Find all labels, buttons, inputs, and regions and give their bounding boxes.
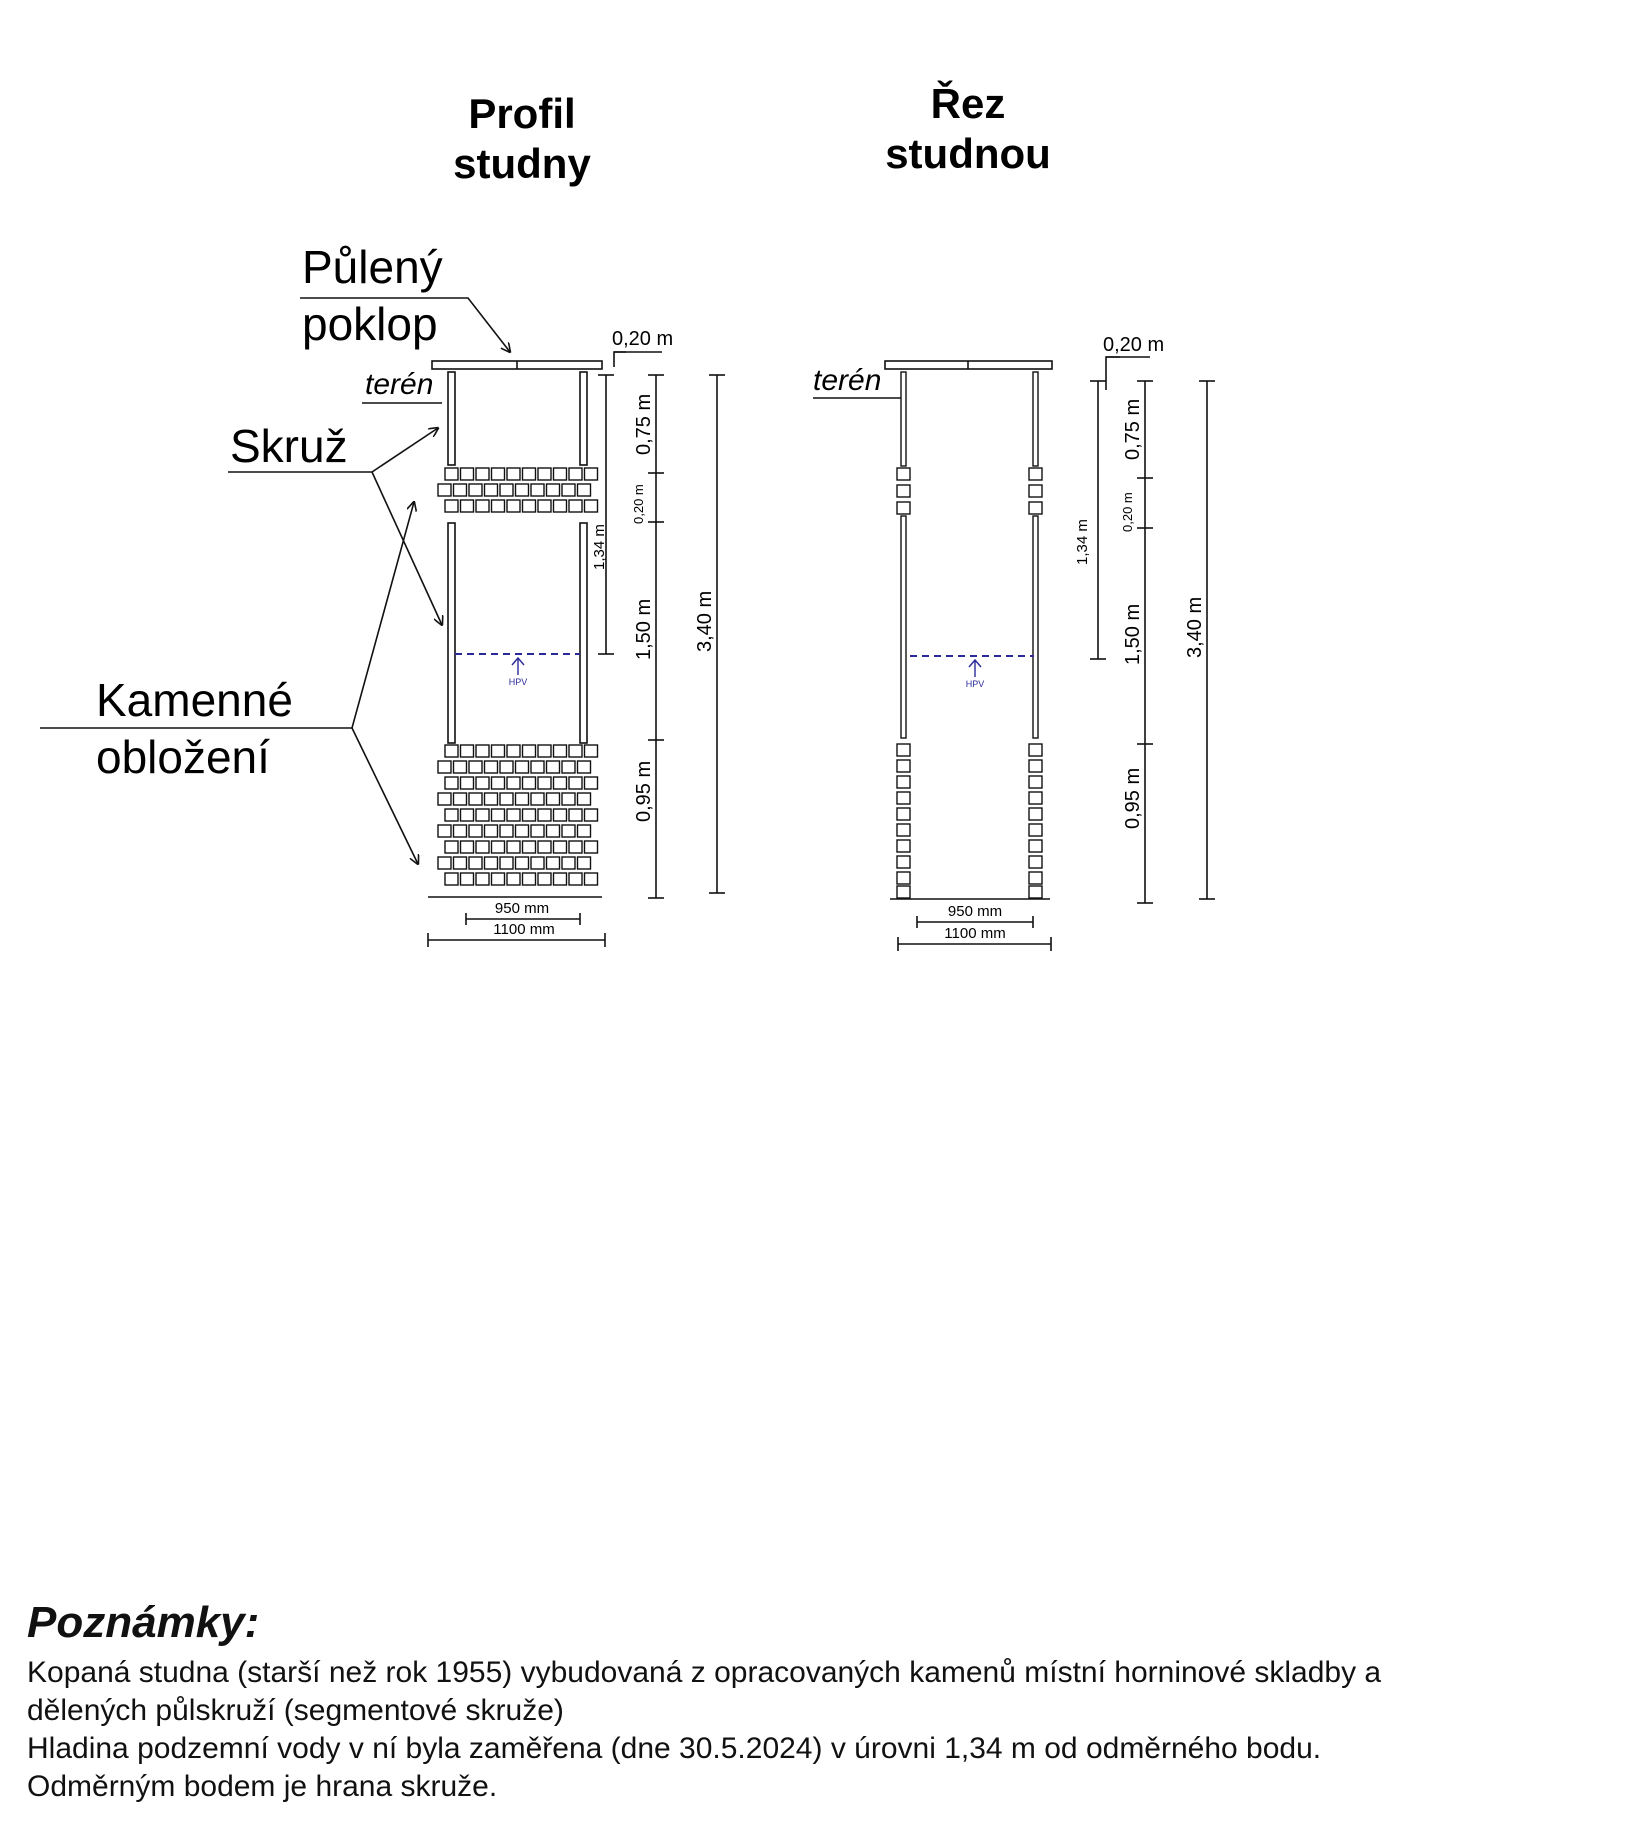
notes-block — [27, 1598, 1627, 1806]
stone-block — [585, 745, 598, 757]
stone-block — [538, 500, 551, 512]
section-dim-1100: 1100 mm — [944, 925, 1006, 942]
profile-dim-150: 1,50 m — [633, 598, 655, 660]
stone-block — [578, 793, 591, 805]
stone-block — [523, 468, 536, 480]
profile-top-dim-tick — [614, 352, 626, 367]
stone-block — [531, 484, 544, 496]
stone-block — [476, 468, 489, 480]
section-wall-upper-left — [901, 372, 906, 466]
stone-block — [538, 809, 551, 821]
stone-block — [523, 841, 536, 853]
stone-block — [554, 500, 567, 512]
section-dim-340: 3,40 m — [1184, 596, 1206, 658]
stone-block — [1029, 502, 1042, 514]
stone-block — [469, 825, 482, 837]
stone-block — [1029, 760, 1042, 772]
stone-block — [585, 468, 598, 480]
stone-block — [585, 841, 598, 853]
stone-block — [569, 841, 582, 853]
stone-block — [547, 857, 560, 869]
stone-block — [445, 841, 458, 853]
stone-block — [531, 857, 544, 869]
stone-block — [469, 484, 482, 496]
profile-stone-lining-lower — [438, 745, 598, 885]
section-hpv-label: HPV — [965, 679, 985, 689]
stone-block — [562, 857, 575, 869]
stone-block — [492, 873, 505, 885]
stone-block — [554, 745, 567, 757]
profile-ring-upper-right — [580, 372, 587, 465]
stone-block — [500, 857, 513, 869]
stone-block — [1029, 744, 1042, 756]
stone-block — [523, 809, 536, 821]
notes-line-2: dělených půlskruží (segmentové skruže) — [27, 1694, 564, 1727]
stone-block — [485, 484, 498, 496]
stone-block — [492, 745, 505, 757]
stone-block — [454, 484, 467, 496]
stone-block — [578, 484, 591, 496]
stone-block — [531, 761, 544, 773]
stone-block — [897, 744, 910, 756]
notes-line-1: Kopaná studna (starší než rok 1955) vybudovaná z opracovaných kamenů místní horninové skladby a — [27, 1656, 1382, 1689]
profile-ring-upper-left — [448, 372, 455, 465]
stone-block — [897, 872, 910, 884]
stone-block — [507, 841, 520, 853]
stone-block — [578, 825, 591, 837]
section-wall-upper-right — [1033, 372, 1038, 466]
profile-dim-075: 0,75 m — [633, 393, 655, 455]
stone-block — [569, 468, 582, 480]
stone-block — [445, 809, 458, 821]
stone-block — [500, 825, 513, 837]
stone-block — [438, 484, 451, 496]
stone-block — [507, 745, 520, 757]
stone-arrow-lower — [352, 728, 418, 864]
stone-block — [897, 760, 910, 772]
section-wall-lower-left — [901, 516, 906, 738]
cover-label-line2: poklop — [302, 298, 438, 350]
stone-block — [485, 825, 498, 837]
stone-block — [461, 841, 474, 853]
stone-block — [523, 745, 536, 757]
profile-dim-1100: 1100 mm — [493, 921, 555, 938]
stone-block — [897, 792, 910, 804]
stone-block — [523, 777, 536, 789]
stone-block — [507, 468, 520, 480]
stone-block — [897, 468, 910, 480]
stone-block — [585, 777, 598, 789]
stone-block — [569, 873, 582, 885]
stone-block — [897, 840, 910, 852]
stone-block — [445, 873, 458, 885]
stone-block — [547, 761, 560, 773]
stone-block — [476, 500, 489, 512]
cover-label-line1: Půlený — [302, 241, 443, 293]
profile-hpv-label: HPV — [508, 677, 528, 687]
stone-block — [1029, 792, 1042, 804]
stone-block — [897, 485, 910, 497]
stone-block — [1029, 776, 1042, 788]
stone-block — [461, 809, 474, 821]
stone-block — [523, 500, 536, 512]
stone-block — [469, 761, 482, 773]
profile-dim-340: 3,40 m — [694, 590, 716, 652]
stone-block — [578, 761, 591, 773]
ring-arrow-lower — [372, 472, 442, 625]
stone-block — [507, 873, 520, 885]
stone-block — [562, 793, 575, 805]
section-hpv-arrow — [969, 660, 981, 677]
stone-block — [897, 886, 910, 898]
stone-block — [538, 745, 551, 757]
stone-block — [523, 873, 536, 885]
stone-block — [461, 745, 474, 757]
stone-label-line2: obložení — [96, 731, 270, 783]
stone-block — [454, 857, 467, 869]
stone-block — [554, 468, 567, 480]
stone-block — [547, 484, 560, 496]
stone-block — [461, 873, 474, 885]
stone-block — [507, 809, 520, 821]
stone-label-line1: Kamenné — [96, 674, 293, 726]
stone-block — [500, 793, 513, 805]
stone-block — [476, 841, 489, 853]
stone-block — [578, 857, 591, 869]
stone-block — [507, 777, 520, 789]
stone-block — [500, 484, 513, 496]
stone-block — [454, 793, 467, 805]
section-title-line1: Řez — [930, 80, 1006, 127]
section-dim-095: 0,95 m — [1122, 767, 1144, 829]
profile-dim-950: 950 mm — [494, 900, 550, 917]
stone-block — [438, 793, 451, 805]
stone-block — [1029, 886, 1042, 898]
stone-block — [492, 809, 505, 821]
section-drawing — [813, 79, 1215, 951]
stone-block — [438, 761, 451, 773]
stone-block — [1029, 485, 1042, 497]
stone-block — [1029, 468, 1042, 480]
stone-block — [516, 857, 529, 869]
stone-block — [469, 793, 482, 805]
stone-block — [585, 809, 598, 821]
stone-block — [554, 809, 567, 821]
stone-block — [554, 777, 567, 789]
stone-block — [569, 745, 582, 757]
stone-block — [569, 777, 582, 789]
stone-block — [492, 468, 505, 480]
stone-block — [1029, 824, 1042, 836]
stone-block — [492, 500, 505, 512]
section-dim-075: 0,75 m — [1122, 398, 1144, 460]
stone-block — [554, 841, 567, 853]
stone-block — [476, 777, 489, 789]
stone-block — [485, 793, 498, 805]
stone-block — [538, 777, 551, 789]
stone-block — [516, 484, 529, 496]
notes-line-4: Odměrným bodem je hrana skruže. — [27, 1770, 498, 1803]
stone-block — [516, 793, 529, 805]
stone-block — [507, 500, 520, 512]
section-wall-lower-right — [1033, 516, 1038, 738]
stone-block — [461, 500, 474, 512]
section-title-line2: studnou — [885, 130, 1051, 177]
stone-block — [476, 809, 489, 821]
stone-block — [897, 502, 910, 514]
stone-block — [516, 761, 529, 773]
profile-drawing — [40, 90, 725, 947]
profile-hpv-arrow — [512, 658, 524, 675]
stone-block — [585, 873, 598, 885]
profile-ring-lower-right — [580, 523, 587, 743]
stone-block — [516, 825, 529, 837]
stone-block — [485, 761, 498, 773]
stone-block — [897, 808, 910, 820]
notes-line-3: Hladina podzemní vody v ní byla zaměřena (dne 30.5.2024) v úrovni 1,34 m od odměrného bodu. — [27, 1732, 1322, 1765]
stone-block — [438, 857, 451, 869]
stone-block — [1029, 808, 1042, 820]
stone-block — [569, 809, 582, 821]
stone-block — [454, 825, 467, 837]
stone-block — [547, 825, 560, 837]
stone-block — [547, 793, 560, 805]
profile-dim-top: 0,20 m — [612, 328, 674, 350]
stone-block — [554, 873, 567, 885]
stone-block — [485, 857, 498, 869]
stone-block — [445, 777, 458, 789]
stone-block — [461, 777, 474, 789]
stone-block — [531, 793, 544, 805]
section-dim-950: 950 mm — [947, 903, 1003, 920]
stone-block — [500, 761, 513, 773]
stone-block — [438, 825, 451, 837]
ring-label: Skruž — [230, 420, 348, 472]
stone-block — [445, 500, 458, 512]
profile-dim-134: 1,34 m — [591, 524, 608, 570]
stone-block — [531, 825, 544, 837]
stone-block — [562, 484, 575, 496]
profile-ring-lower-left — [448, 523, 455, 743]
section-dim-134: 1,34 m — [1074, 519, 1091, 565]
notes-heading: Poznámky: — [27, 1598, 260, 1647]
stone-block — [492, 841, 505, 853]
section-dim-020: 0,20 m — [1120, 492, 1135, 532]
profile-dim-020: 0,20 m — [631, 484, 646, 524]
stone-block — [538, 841, 551, 853]
stone-block — [897, 856, 910, 868]
stone-block — [476, 745, 489, 757]
profile-title-line2: studny — [453, 140, 591, 187]
profile-dim-095: 0,95 m — [633, 760, 655, 822]
stone-block — [538, 873, 551, 885]
stone-block — [897, 776, 910, 788]
stone-block — [562, 761, 575, 773]
section-terrain-label: terén — [813, 364, 882, 397]
stone-block — [1029, 856, 1042, 868]
stone-block — [1029, 840, 1042, 852]
section-dim-150: 1,50 m — [1122, 603, 1144, 665]
stone-block — [454, 761, 467, 773]
stone-block — [585, 500, 598, 512]
section-dim-top: 0,20 m — [1103, 334, 1165, 356]
stone-block — [445, 468, 458, 480]
stone-block — [461, 468, 474, 480]
stone-block — [476, 873, 489, 885]
stone-block — [538, 468, 551, 480]
stone-block — [469, 857, 482, 869]
profile-stone-lining-upper — [438, 468, 598, 512]
stone-block — [562, 825, 575, 837]
stone-block — [445, 745, 458, 757]
stone-block — [492, 777, 505, 789]
profile-title-line1: Profil — [468, 90, 576, 137]
profile-terrain-label: terén — [365, 368, 434, 401]
stone-block — [1029, 872, 1042, 884]
stone-block — [569, 500, 582, 512]
stone-block — [897, 824, 910, 836]
